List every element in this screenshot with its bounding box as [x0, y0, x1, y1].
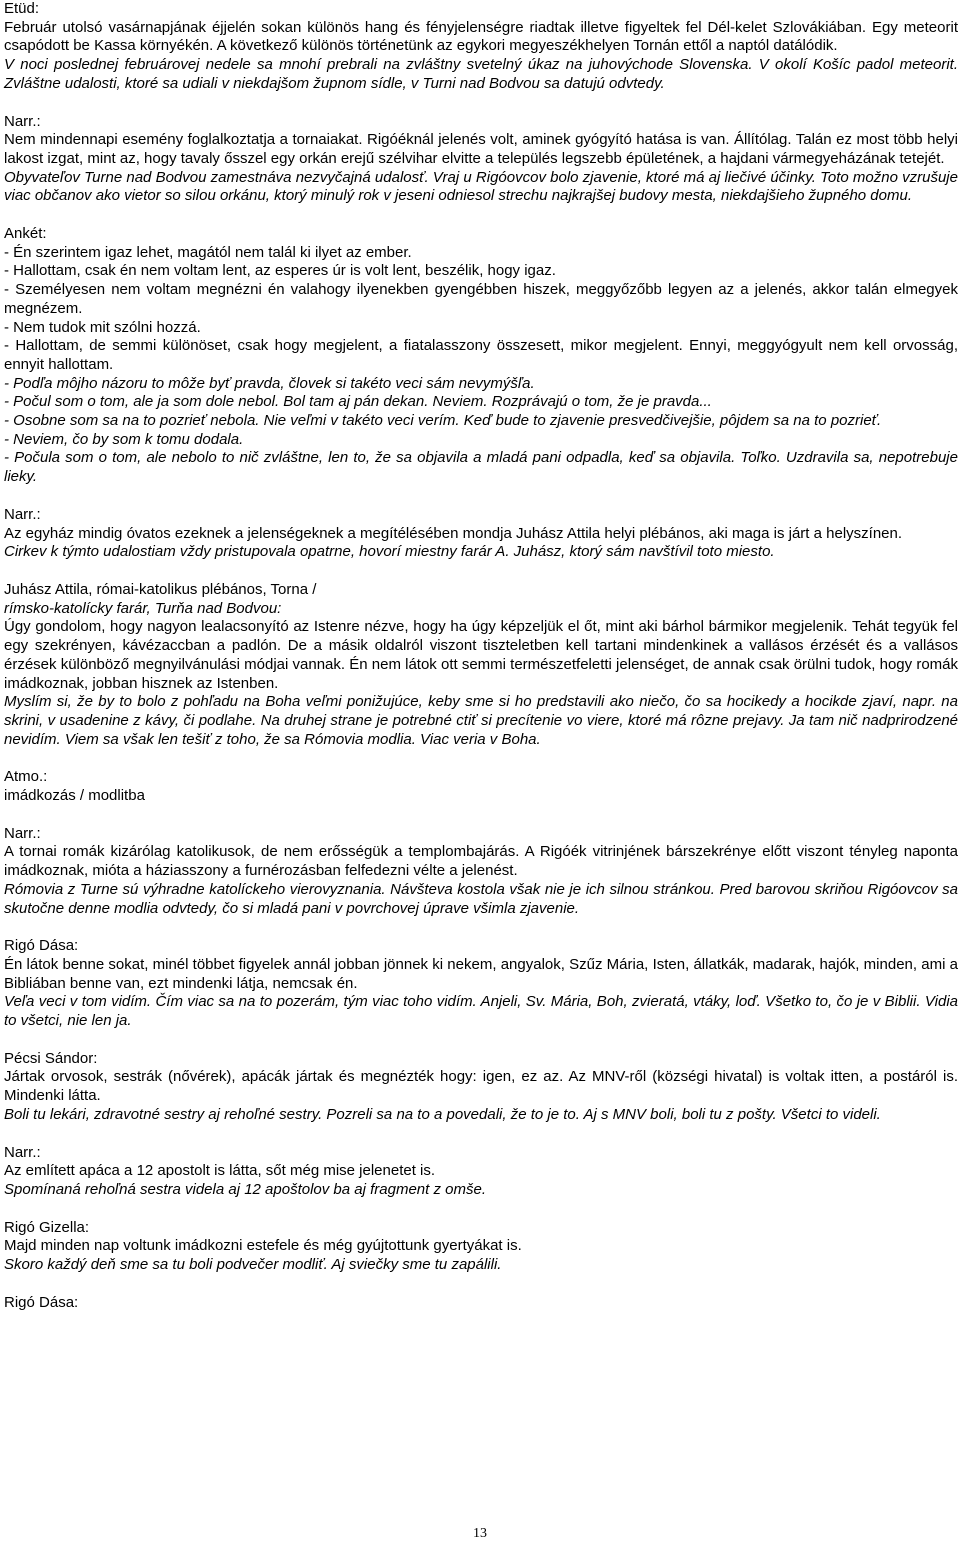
- text-slovak: Obyvateľov Turne nad Bodvou zamestnáva nezvyčajná udalosť. Vraj u Rigóovcov bolo zjavenie, ktoré má aj liečivé účinky. Toto možno vzrušuje viac občanov ako vietor so silou orkánu, ktorý minulý rok v jeseni odniesol strechu najkrajšej budovy mesta, niekdajšieho župného domu.: [4, 168, 958, 205]
- section-atmo: [4, 768, 958, 805]
- section-narration-4: [4, 1144, 958, 1200]
- survey-answer-sk: - Počul som o tom, ale ja som dole nebol. Bol tam aj pán dekan. Neviem. Rozprávajú o tom, že je pravda...: [4, 393, 712, 411]
- speaker-label: Rigó Dása:: [4, 1293, 79, 1311]
- atmo-line: [4, 787, 958, 806]
- survey-answer-sk: - Osobne som sa na to pozrieť nebola. Nie veľmi v takéto veci verím. Keď bude to zjavenie presvedčivejšie, pôjdem sa na to pozrieť.: [4, 412, 882, 430]
- text-hungarian: Jártak orvosok, sestrák (nővérek), apácák jártak és megnézték hogy: igen, ez az. Az MNV-ről (községi hivatal) is voltak itten, a postáról is. Mindenki látta.: [4, 1068, 958, 1105]
- speaker-label: Rigó Gizella:: [4, 1218, 90, 1236]
- speaker-label: Etüd:: [4, 0, 40, 17]
- text-slovak: Boli tu lekári, zdravotné sestry aj rehoľné sestry. Pozreli sa na to a povedali, že to je to. Aj s MNV boli, boli tu z pošty. Všetci to videli.: [4, 1105, 881, 1123]
- speaker-label: Pécsi Sándor:: [4, 1049, 98, 1067]
- text-slovak: V noci poslednej februárovej nedele sa mnohí prebrali na zvláštny svetelný úkaz na juhovýchode Slovenska. V okolí Košíc padol meteorit. Zvláštne udalosti, ktoré sa udiali v niekdajšom župnom sídle, v Turni nad Bodvou sa datujú odvtedy.: [4, 56, 958, 92]
- speaker-label: Atmo.:: [4, 768, 48, 786]
- text-hungarian: Úgy gondolom, hogy nagyon lealacsonyító az Istenre nézve, hogy ha úgy képzeljük el őt, mint aki bárhol bármikor megjelenik. Tehát tegyük fel egy szekrényen, kávézaccban a padlón. De a másik oldalról viszont tiszteletben kell tartani mindenkinek a vallásos érzését és a vallásos érzések különböző megnyilvánulási módjai vannak. Én nem látok ott semmi természetfeletti jelenséget, de annak csak örülni tudok, hogy romák imádkoznak, jobban hisznek az Istenben.: [4, 618, 958, 692]
- page-number: 13: [473, 1526, 487, 1541]
- text-hungarian: imádkozás /: [4, 787, 85, 805]
- text-slovak: Skoro každý deň sme sa tu boli podvečer modliť. Aj sviečky sme tu zapálili.: [4, 1256, 502, 1274]
- section-etud: [4, 0, 958, 94]
- survey-answer-hu: - Személyesen nem voltam megnézni én valahogy ilyenekben gyengébben hiszek, meggyőzőbb legyen az a jelenés, akkor talán elmegyek megnézem.: [4, 281, 958, 317]
- survey-answer-sk: - Neviem, čo by som k tomu dodala.: [4, 430, 244, 448]
- text-hungarian: Nem mindennapi esemény foglalkoztatja a tornaiakat. Rigóéknál jelenés volt, aminek gyógyító hatása is van. Állítólag. Talán ez most több helyi lakost izgat, mint az, hogy tavaly ősszel egy orkán erejű szélvihar elvitte a település legszebb épületének, a hajdani vármegyeházának tetejét.: [4, 131, 958, 167]
- section-rigo-dasa-1: [4, 937, 958, 1031]
- text-hungarian: Én látok benne sokat, minél többet figyelek annál jobban jönnek ki nekem, angyalok, Szűz Mária, Isten, állatkák, madarak, hajók, minden, ami a Bibliában benne van, ezt mindenki látja, nemcsak én.: [4, 955, 958, 992]
- speaker-label: Rigó Dása:: [4, 937, 79, 955]
- section-narration-3: [4, 825, 958, 919]
- survey-answer-sk: - Podľa môjho názoru to môže byť pravda, človek si takéto veci sám nevymýšľa.: [4, 374, 535, 392]
- survey-answer-hu: - Hallottam, csak én nem voltam lent, az esperes úr is volt lent, beszélik, hogy igaz.: [4, 262, 556, 280]
- text-slovak: Cirkev k týmto udalostiam vždy pristupovala opatrne, hovorí miestny farár A. Juhász, ktorý sám navštívil toto miesto.: [4, 543, 775, 561]
- survey-answer-sk: - Počula som o tom, ale nebolo to nič zvláštne, len to, že sa objavila a mladá pani odpadla, keď sa objavila. Toľko. Uzdravila sa, nepotrebuje lieky.: [4, 449, 958, 486]
- text-slovak: Myslím si, že by to bolo z pohľadu na Boha veľmi ponižujúce, keby sme si ho predstavili ako niečo, čo sa hocikedy a hocikde zjaví, napr. na skrini, v usadenine z kávy, či podlahe. Na druhej strane je potrebné ctiť si precítenie vo viere, ktoré má rôzne prejavy. Ja tam nič nadprirodzené nevidím. Viem sa však len tešiť z toho, že sa Rómovia modlia. Viac veria v Boha.: [4, 693, 958, 748]
- text-slovak: Veľa veci v tom vidím. Čím viac sa na to pozerám, tým viac toho vidím. Anjeli, Sv. Mária, Boh, zvieratá, vtáky, loď. Všetko to, čo je v Biblii. Vidia to všetci, nie len ja.: [4, 993, 958, 1030]
- section-rigo-dasa-2: [4, 1294, 958, 1313]
- speaker-label: Ankét:: [4, 225, 47, 243]
- text-slovak: modlitba: [84, 787, 145, 805]
- section-priest: [4, 581, 958, 749]
- text-hungarian: Az említett apáca a 12 apostolt is látta, sőt még mise jelenetet is.: [4, 1162, 436, 1180]
- section-narration-1: [4, 113, 958, 207]
- speaker-label: Narr.:: [4, 505, 41, 523]
- text-slovak: Rómovia z Turne sú výhradne katolíckeho vierovyznania. Návšteva kostola však nie je ich silnou stránkou. Pred barovou skriňou Rigóovcov sa skutočne denne modlia odvtedy, čo si mladá pani v povrchovej úprave všimla zjavenie.: [4, 880, 958, 917]
- survey-answer-hu: - Nem tudok mit szólni hozzá.: [4, 318, 201, 336]
- speaker-label: Narr.:: [4, 1143, 41, 1161]
- text-hungarian: Az egyház mindig óvatos ezeknek a jelenségeknek a megítélésében mondja Juhász Attila helyi plébános, aki maga is járt a helyszínen.: [4, 524, 903, 542]
- speaker-label: Juhász Attila, római-katolikus plébános, Torna /: [4, 580, 317, 598]
- speaker-label: Narr.:: [4, 824, 41, 842]
- section-narration-2: [4, 506, 958, 562]
- speaker-label: Narr.:: [4, 112, 41, 130]
- text-slovak: Spomínaná rehoľná sestra videla aj 12 apoštolov ba aj fragment z omše.: [4, 1180, 486, 1198]
- section-pecsi-sandor: [4, 1050, 958, 1125]
- speaker-label-slovak: rímsko-katolícky farár, Turňa nad Bodvou:: [4, 599, 282, 617]
- text-hungarian: A tornai romák kizárólag katolikusok, de nem erősségük a templombajárás. A Rigóék vitrinjének bárszekrénye előtt viszont tényleg naponta imádkoznak, mióta a háziasszony a furnérozásban felfedezni vélte a jelenést.: [4, 843, 958, 880]
- text-hungarian: Majd minden nap voltunk imádkozni estefele és még gyújtottunk gyertyákat is.: [4, 1237, 522, 1255]
- text-hungarian: Február utolsó vasárnapjának éjjelén sokan különös hang és fényjelenségre riadtak illetve figyeltek fel Dél-kelet Szlovákiában. Egy meteorit csapódott be Kassa környékén. A következő különös történetünk az egykori megyeszékhelyen Tornán ettől a naptól datálódik.: [4, 18, 958, 55]
- survey-answer-hu: - Én szerintem igaz lehet, magától nem talál ki ilyet az ember.: [4, 243, 412, 261]
- section-rigo-gizella: [4, 1219, 958, 1275]
- document-page: [4, 0, 958, 1312]
- section-survey: [4, 225, 958, 487]
- survey-answer-hu: - Hallottam, de semmi különöset, csak hogy megjelent, a fiatalasszony összesett, mikor megjelent. Ennyi, meggyógyult nem kell orvosság, ennyit hallottam.: [4, 337, 958, 373]
